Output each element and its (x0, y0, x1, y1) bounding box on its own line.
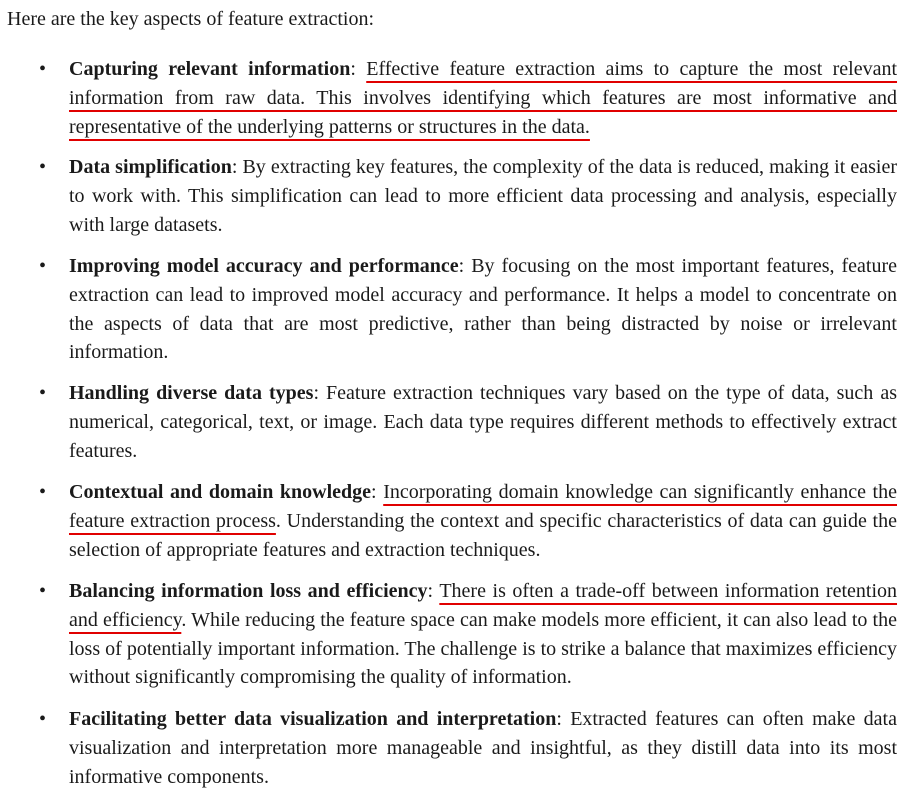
highlighted-text: Incorporating domain knowledge can significantly enhance the feature extraction process (69, 481, 897, 532)
item-separator: : (371, 481, 384, 503)
item-separator: : (231, 156, 243, 178)
item-term: Handling diverse data types (69, 382, 314, 404)
item-term: Capturing relevant information (69, 58, 351, 80)
list-item-contextual-domain-knowledge (39, 478, 897, 564)
item-separator: : (313, 382, 327, 404)
list-item-capturing-relevant-information (39, 55, 898, 141)
bullet-icon: • (39, 481, 47, 503)
item-term: Improving model accuracy and performance (69, 255, 459, 277)
highlighted-text: There is often a trade-off between information retention and efficiency (69, 580, 898, 631)
item-separator: : (427, 580, 440, 602)
item-text: . Understanding the context and specific characteristics of data can guide the selection of appropriate features and extraction techniques. (69, 509, 897, 561)
highlighted-text: Effective feature extraction aims to capture the most relevant information from raw data. This involves identifying which features are most informative and representative of the underlying patterns or structures in the data. (69, 58, 898, 138)
list-item-improving-model-accuracy (39, 252, 898, 367)
list-item-facilitating-visualization (39, 705, 897, 791)
item-term: Facilitating better data visualization and interpretation (69, 708, 557, 730)
item-text: Extracted features can often make data visualization and interpretation more manageable and insightful, as they distill data into its most informative components. (69, 708, 897, 788)
list-item-data-simplification (39, 153, 897, 239)
bullet-icon: • (39, 382, 47, 404)
bullet-icon: • (39, 58, 47, 80)
bullet-icon: • (39, 255, 47, 277)
item-separator: : (458, 255, 472, 277)
item-text: By focusing on the most important features, feature extraction can lead to improved model accuracy and performance. It helps a model to concentrate on the aspects of data that are most predictive, rather than being distracted by noise or irrelevant information. (69, 255, 898, 364)
list-item-balancing-information-loss (39, 577, 898, 692)
item-separator: : (556, 708, 571, 730)
item-separator: : (350, 58, 367, 80)
item-term: Contextual and domain knowledge (69, 481, 372, 503)
list-item-handling-diverse-data-types (39, 379, 897, 465)
item-term: Balancing information loss and efficiency (69, 580, 428, 602)
intro-text: Here are the key aspects of feature extraction: (7, 8, 375, 30)
item-text: By extracting key features, the complexity of the data is reduced, making it easier to work with. This simplification can lead to more efficient data processing and analysis, especially with large datasets. (69, 156, 897, 236)
bullet-icon: • (39, 156, 47, 178)
bullet-icon: • (39, 580, 47, 602)
item-text: . While reducing the feature space can make models more efficient, it can also lead to the loss of potentially important information. The challenge is to strike a balance that maximizes efficiency without significantly compromising the quality of information. (69, 608, 897, 689)
bullet-icon: • (39, 708, 47, 730)
item-text: Feature extraction techniques vary based on the type of data, such as numerical, categorical, text, or image. Each data type requires different methods to effectively extract features. (69, 382, 897, 462)
item-term: Data simplification (69, 156, 232, 178)
